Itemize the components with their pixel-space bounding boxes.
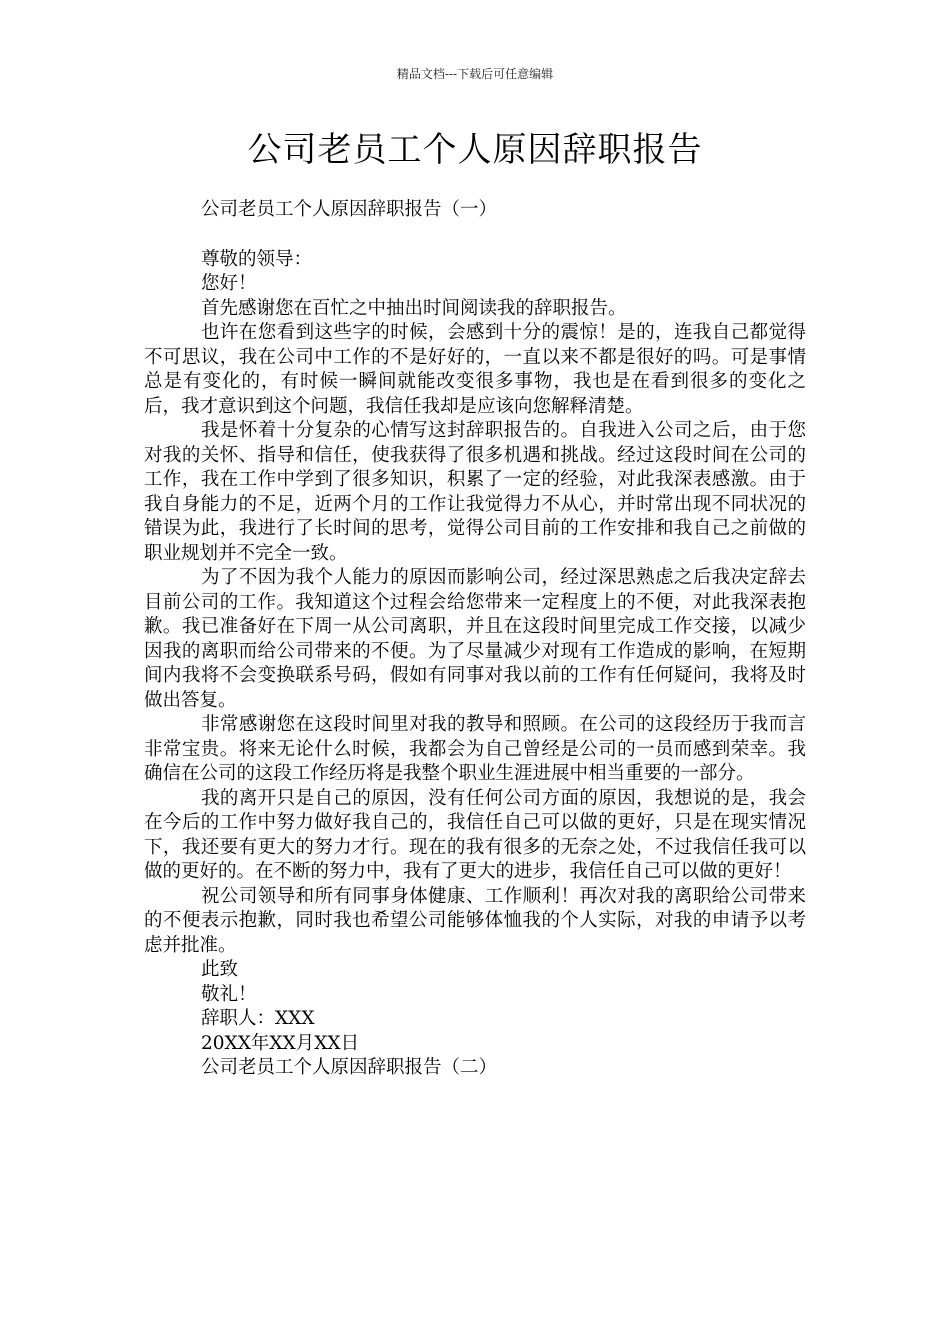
date: 20XX年XX月XX日 <box>201 1032 360 1054</box>
paragraph: 我是怀着十分复杂的心情写这封辞职报告的。自我进入公司之后，由于您对我的关怀、指导和信任，使我获得了很多机遇和挑战。经过这段时间在公司的工作，我在工作中学到了很多知识，积累了一定的经验，对此我深表感激。由于我自身能力的不足，近两个月的工作让我觉得力不从心，并时常出现不同状况的错误为此，我进行了长时间的思考，觉得公司目前的工作安排和我自己之前做的职业规划并不完全一致。 <box>144 420 806 564</box>
paragraph: 祝公司领导和所有同事身体健康、工作顺利！再次对我的离职给公司带来的不便表示抱歉，同时我也希望公司能够体恤我的个人实际，对我的申请予以考虑并批准。 <box>144 885 806 956</box>
section-heading-2: 公司老员工个人原因辞职报告（二） <box>201 1057 498 1078</box>
document-body <box>144 198 806 1081</box>
closing-line: 此致 <box>201 959 239 980</box>
salutation: 尊敬的领导： <box>201 248 313 270</box>
paragraph: 非常感谢您在这段时间里对我的教导和照顾。在公司的这段经历于我而言非常宝贵。将来无论什么时候，我都会为自己曾经是公司的一员而感到荣幸。我确信在公司的这段工作经历将是我整个职业生涯进展中相当重要的一部分。 <box>144 714 806 784</box>
spacer <box>144 223 806 248</box>
greeting: 您好！ <box>201 273 257 294</box>
document-title: 公司老员工个人原因辞职报告 <box>247 130 703 170</box>
page-header: 精品文档---下载后可任意编辑 <box>396 67 554 81</box>
closing-salute: 敬礼！ <box>201 983 257 1005</box>
section-heading-1: 公司老员工个人原因辞职报告（一） <box>201 199 498 220</box>
paragraph: 我的离开只是自己的原因，没有任何公司方面的原因，我想说的是，我会在今后的工作中努力做好我自己的，我信任自己可以做的更好，只是在现实情况下，我还要有更大的努力才行。现在的我有很多的无奈之处，不过我信任我可以做的更好的。在不断的努力中，我有了更大的进步，我信任自己可以做的更好！ <box>144 787 806 882</box>
signature: 辞职人：XXX <box>201 1008 315 1029</box>
paragraph: 首先感谢您在百忙之中抽出时间阅读我的辞职报告。 <box>201 297 627 319</box>
paragraph: 为了不因为我个人能力的原因而影响公司，经过深思熟虑之后我决定辞去目前公司的工作。我知道这个过程会给您带来一定程度上的不便，对此我深表抱歉。我已准备好在下周一从公司离职，并且在这段时间里完成工作交接，以减少因我的离职而给公司带来的不便。为了尽量减少对现有工作造成的影响，在短期间内我将不会变换联系号码，假如有同事对我以前的工作有任何疑问，我将及时做出答复。 <box>144 567 806 711</box>
paragraph: 也许在您看到这些字的时候，会感到十分的震惊！是的，连我自己都觉得不可思议，我在公司中工作的不是好好的，一直以来不都是很好的吗。可是事情总是有变化的，有时候一瞬间就能改变很多事物，我也是在看到很多的变化之后，我才意识到这个问题，我信任我却是应该向您解释清楚。 <box>144 322 806 417</box>
